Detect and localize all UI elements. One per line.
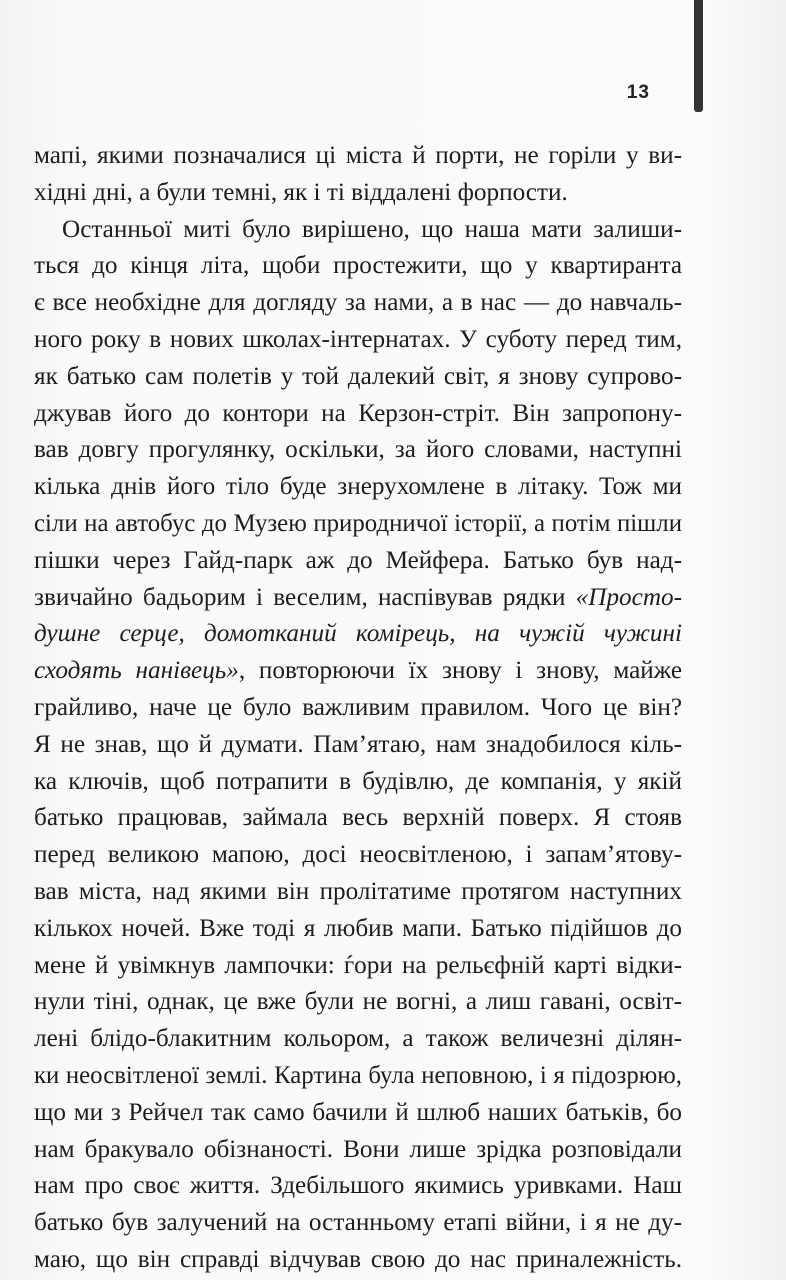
text-line — [34, 653, 682, 690]
text-line — [34, 580, 682, 617]
text-line: як батько сам полетів у той далекий світ, я знову супрово- — [34, 362, 682, 390]
text-segment: звичайно бадьорим і веселим, наспівував рядки — [34, 583, 576, 611]
text-line: нам про своє життя. Здебільшого якимись уривками. Наш — [34, 1172, 682, 1200]
text-line: батько працював, займала весь верхній поверх. Я стояв — [34, 804, 682, 832]
text-line: сіли на автобус до Музею природничої історії, а потім пішли — [34, 509, 682, 537]
text-line: нам бракувало обізнаності. Вони лише зрідка розповідали — [34, 1135, 682, 1163]
text-line: вав довгу прогулянку, оскільки, за його словами, наступні — [34, 436, 682, 464]
text-line: що ми з Рейчел так само бачили й шлюб наших батьків, бо — [34, 1098, 682, 1126]
text-line: ного року в нових школах-інтернатах. У суботу перед тим, — [34, 325, 682, 353]
text-line: батько був залучений на останньому етапі війни, і я не ду- — [34, 1209, 682, 1237]
text-line: перед великою мапою, досі неосвітленою, і запам’ятову- — [34, 841, 682, 869]
text-line: кількох ночей. Вже тоді я любив мапи. Батько підійшов до — [34, 914, 682, 942]
page-edge-mark — [694, 0, 703, 112]
text-segment: , повторюючи їх знову і знову, майже — [238, 657, 682, 685]
text-line: пішки через Гайд-парк аж до Мейфера. Батько був над- — [34, 546, 682, 574]
text-line: мене й увімкнув лампочки: ѓори на рельєфній карті відки- — [34, 951, 682, 979]
text-line: кілька днів його тіло буде знерухомлене в літаку. Тож ми — [34, 473, 682, 501]
body-text — [34, 138, 682, 1279]
text-line: Я не знав, що й думати. Пам’ятаю, нам знадобилося кіль- — [34, 730, 682, 758]
quoted-lyrics: сходять нанівець» — [34, 657, 239, 685]
text-line: нули тіні, однак, це вже були не вогні, а лиш гавані, освіт- — [34, 988, 682, 1016]
text-line: є все необхідне для догляду за нами, а в нас — до навчаль- — [34, 289, 682, 317]
text-line: мапі, якими позначалися ці міста й порти, не горіли у ви- — [34, 142, 682, 169]
text-line — [34, 616, 682, 653]
quoted-lyrics: «Просто- — [575, 583, 682, 611]
text-line: лені блідо-блакитним кольором, а також величезні ділян- — [34, 1025, 682, 1053]
text-line: грайливо, наче це було важливим правилом. Чого це він? — [34, 693, 682, 721]
text-line: ка ключів, щоб потрапити в будівлю, де компанія, у якій — [34, 767, 682, 795]
text-line: ться до кінця літа, щоби простежити, що у квартиранта — [34, 252, 682, 280]
text-line: вав міста, над якими він пролітатиме протягом наступних — [34, 877, 682, 905]
text-line: Останньої миті було вирішено, що наша мати залиши- — [62, 215, 682, 243]
text-line: ки неосвітленої землі. Картина була неповною, і я підозрюю, — [34, 1061, 682, 1089]
text-line: маю, що він справді відчував свою до нас приналежність. — [34, 1245, 682, 1273]
text-line: джував його до контори на Керзон-стріт. Він запропону- — [34, 399, 682, 427]
page-number: 13 — [626, 82, 650, 103]
text-line: хідні дні, а були темні, як і ті віддалені форпости. — [34, 178, 568, 206]
quoted-lyrics: душне серце, домотканий комірець, на чужій чужині — [34, 620, 682, 648]
